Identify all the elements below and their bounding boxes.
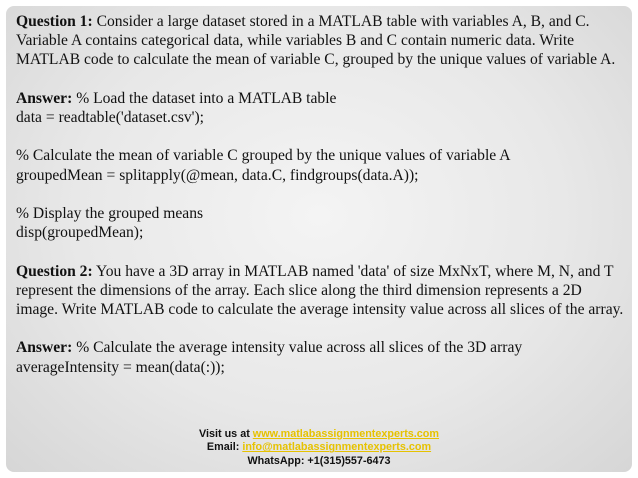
- footer-email-label: Email:: [206, 441, 243, 454]
- question-2: [16, 262, 624, 320]
- answer-1-code-2: groupedMean = splitapply(@mean, data.C, findgroups(data.A));: [16, 166, 419, 184]
- email-link[interactable]: info@matlabassignmentexperts.com: [242, 441, 432, 454]
- answer-1-comment-2: % Calculate the mean of variable C grouped by the unique values of variable A: [16, 147, 511, 165]
- contact-footer: [0, 428, 638, 468]
- answer-1-code-1: data = readtable('dataset.csv');: [16, 109, 205, 126]
- question-2-text: You have a 3D array in MATLAB named 'data' of size MxNxT, where M, N, and T represent the dimensions of the array. Each slice along the third dimension represents a 2D image. Write MATLAB code to calculate the average intensity value across all slices of the array.: [16, 262, 624, 318]
- answer-2-line-1: [16, 338, 624, 357]
- answer-2-label: Answer:: [16, 339, 73, 357]
- footer-visit-label: Visit us at: [198, 428, 253, 440]
- answer-1-label: Answer:: [16, 89, 73, 107]
- website-link[interactable]: www.matlabassignmentexperts.com: [252, 428, 440, 440]
- answer-1-code-3: disp(groupedMean);: [16, 224, 144, 242]
- question-1-text: Consider a large dataset stored in a MATLAB table with variables A, B, and C. Variable A contains categorical data, while variables B and C contain numeric data. Write MATLAB code to calculate the mean of variable C, grouped by the unique values of variable A.: [16, 13, 616, 69]
- question-1: [16, 12, 624, 70]
- answer-1-comment-1: % Load the dataset into a MATLAB table: [72, 89, 337, 107]
- footer-whatsapp: WhatsApp: +1(315)557-6473: [247, 454, 391, 467]
- question-2-label: Question 2:: [16, 262, 93, 280]
- answer-1-line-1: [16, 89, 624, 108]
- answer-1-comment-3: % Display the grouped means: [16, 204, 204, 222]
- footer-visit-line: [0, 428, 638, 441]
- footer-email-line: [0, 441, 638, 454]
- answer-2-code-1: averageIntensity = mean(data(:));: [16, 358, 225, 376]
- slide-content: [16, 12, 624, 377]
- question-1-label: Question 1:: [16, 13, 93, 30]
- answer-2-comment-1: % Calculate the average intensity value across all slices of the 3D array: [72, 339, 523, 357]
